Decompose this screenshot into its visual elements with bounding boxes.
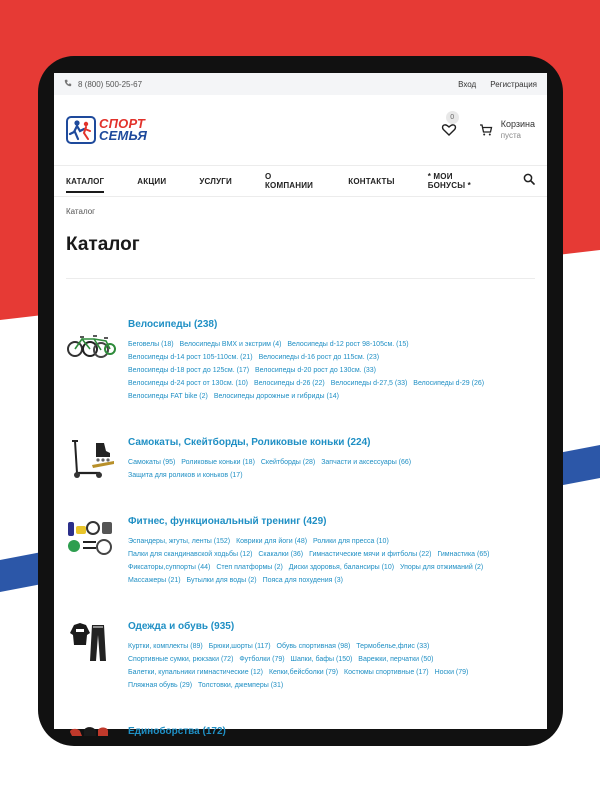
subcategory-link[interactable]: Степ платформы (2) (216, 564, 283, 571)
subcategory-link[interactable]: Велосипеды BMX и экстрим (4) (179, 341, 282, 348)
wishlist-button[interactable] (437, 114, 461, 142)
subcategory-link[interactable]: Велосипеды d-26 (22) (253, 380, 325, 387)
cart-status: пуста (500, 131, 521, 140)
subcategory-link[interactable]: Упоры для отжиманий (2) (400, 564, 484, 571)
subcategory-link[interactable]: Велосипеды d-20 рост до 130см. (33) (254, 367, 377, 374)
cart-button[interactable] (479, 118, 535, 142)
subcategory-link[interactable]: Гимнастические мячи и фитболы (22) (309, 551, 432, 558)
breadcrumb[interactable]: Каталог (66, 207, 96, 216)
subcategory-link[interactable]: Фиксаторы,суппорты (44) (128, 564, 211, 571)
subcategory-link[interactable]: Защита для роликов и коньков (17) (128, 472, 243, 479)
category-name[interactable]: Фитнес, функциональный тренинг (429) (128, 516, 327, 527)
site-header (54, 95, 547, 166)
logo-icon (66, 116, 96, 144)
phone-number: 8 (800) 500-25-67 (78, 79, 143, 89)
subcategory-link[interactable]: Шапки, бафы (150) (290, 656, 353, 663)
fitness-image (66, 516, 116, 560)
subcategory-link[interactable]: Роликовые коньки (18) (181, 459, 255, 466)
nav-item-catalog[interactable]: КАТАЛОГ (66, 176, 105, 186)
subcategory-link[interactable]: Велосипеды d-12 рост 98-105см. (15) (287, 341, 409, 348)
subcategory-link[interactable]: Термобелье,флис (33) (356, 643, 430, 650)
nav-item-bonuses[interactable]: * МОИ БОНУСЫ * (427, 172, 471, 190)
logo[interactable] (66, 116, 147, 144)
logo-text-line2: СЕМЬЯ (99, 128, 148, 143)
category-name[interactable]: Велосипеды (238) (128, 319, 218, 330)
subcategory-link[interactable]: Балетки, купальники гимнастические (12) (128, 669, 263, 676)
nav-item-services[interactable]: УСЛУГИ (199, 176, 232, 186)
subcategory-link[interactable]: Кепки,бейсболки (79) (268, 669, 339, 676)
subcategory-list (128, 640, 535, 692)
login-link[interactable]: Вход (458, 79, 477, 89)
logo-text-line1: СПОРТ (99, 116, 145, 131)
clothing-image (66, 621, 116, 665)
subcategory-link[interactable]: Массажеры (21) (128, 577, 181, 584)
subcategory-link[interactable]: Носки (79) (434, 669, 469, 676)
subcategory-link[interactable]: Спортивные сумки, рюкзаки (72) (128, 656, 234, 663)
nav-item-about[interactable]: О КОМПАНИИ (264, 172, 314, 190)
category-clothing (66, 621, 535, 692)
subcategory-link[interactable]: Варежки, перчатки (50) (358, 656, 434, 663)
subcategory-link[interactable]: Велосипеды d-27,5 (33) (330, 380, 408, 387)
subcategory-link[interactable]: Диски здоровья, балансиры (10) (288, 564, 395, 571)
main-nav (54, 166, 547, 197)
subcategory-link[interactable]: Запчасти и аксессуары (66) (321, 459, 412, 466)
subcategory-list (128, 338, 535, 403)
subcategory-link[interactable]: Велосипеды d-14 рост 105-110см. (21) (128, 354, 253, 361)
subcategory-link[interactable]: Самокаты (95) (128, 459, 176, 466)
subcategory-link[interactable]: Куртки, комплекты (89) (128, 643, 203, 650)
category-bicycles (66, 319, 535, 403)
subcategory-link[interactable]: Велосипеды дорожные и гибриды (14) (213, 393, 339, 400)
subcategory-link[interactable]: Футболки (79) (239, 656, 285, 663)
subcategory-link[interactable]: Ролики для пресса (10) (313, 538, 389, 545)
scooters-image (66, 437, 116, 481)
subcategory-link[interactable]: Скакалки (36) (258, 551, 304, 558)
page-title: Каталог (66, 234, 140, 255)
register-link[interactable]: Регистрация (490, 79, 537, 89)
nav-item-promotions[interactable]: АКЦИИ (137, 176, 167, 186)
subcategory-list (128, 535, 535, 587)
subcategory-list (128, 456, 535, 482)
top-bar (54, 73, 547, 95)
cart-label: Корзина (500, 119, 535, 129)
search-icon[interactable] (523, 172, 535, 190)
phone-contact[interactable] (64, 79, 142, 89)
subcategory-link[interactable]: Бутылки для воды (2) (186, 577, 257, 584)
cart-icon (479, 123, 493, 137)
subcategory-link[interactable]: Велосипеды d-16 рост до 115см. (23) (258, 354, 380, 361)
subcategory-link[interactable]: Брюки,шорты (117) (208, 643, 271, 650)
subcategory-link[interactable]: Пояса для похудения (3) (262, 577, 343, 584)
category-fitness (66, 516, 535, 587)
category-martial-arts (66, 726, 535, 770)
category-name[interactable]: Единоборства (172) (128, 726, 226, 737)
subcategory-link[interactable]: Скейтборды (28) (260, 459, 316, 466)
subcategory-link[interactable]: Обувь спортивная (98) (276, 643, 351, 650)
category-scooters (66, 437, 535, 482)
martial-arts-image (66, 726, 116, 770)
subcategory-link[interactable]: Эспандеры, жгуты, ленты (152) (128, 538, 231, 545)
subcategory-link[interactable]: Пляжная обувь (29) (128, 682, 193, 689)
category-name[interactable]: Самокаты, Скейтборды, Роликовые коньки (224) (128, 437, 371, 448)
bicycles-image (66, 319, 116, 363)
subcategory-link[interactable]: Костюмы спортивные (17) (344, 669, 429, 676)
subcategory-link[interactable]: Велосипеды FAT bike (2) (128, 393, 208, 400)
subcategory-link[interactable]: Велосипеды d-29 (26) (413, 380, 485, 387)
wishlist-count-badge: 0 (446, 111, 459, 124)
subcategory-link[interactable]: Велосипеды d-18 рост до 125см. (17) (128, 367, 250, 374)
subcategory-link[interactable]: Палки для скандинавской ходьбы (12) (128, 551, 253, 558)
category-name[interactable]: Одежда и обувь (935) (128, 621, 235, 632)
tablet-frame (38, 56, 563, 746)
category-list (54, 279, 547, 770)
phone-icon (64, 79, 72, 89)
screen (54, 73, 547, 737)
subcategory-link[interactable]: Гимнастика (65) (437, 551, 490, 558)
subcategory-link[interactable]: Велосипеды d-24 рост от 130см. (10) (128, 380, 248, 387)
subcategory-link[interactable]: Беговелы (18) (128, 341, 174, 348)
subcategory-link[interactable]: Толстовки, джемперы (31) (198, 682, 284, 689)
subcategory-link[interactable]: Коврики для йоги (48) (236, 538, 308, 545)
nav-item-contacts[interactable]: КОНТАКТЫ (348, 176, 395, 186)
